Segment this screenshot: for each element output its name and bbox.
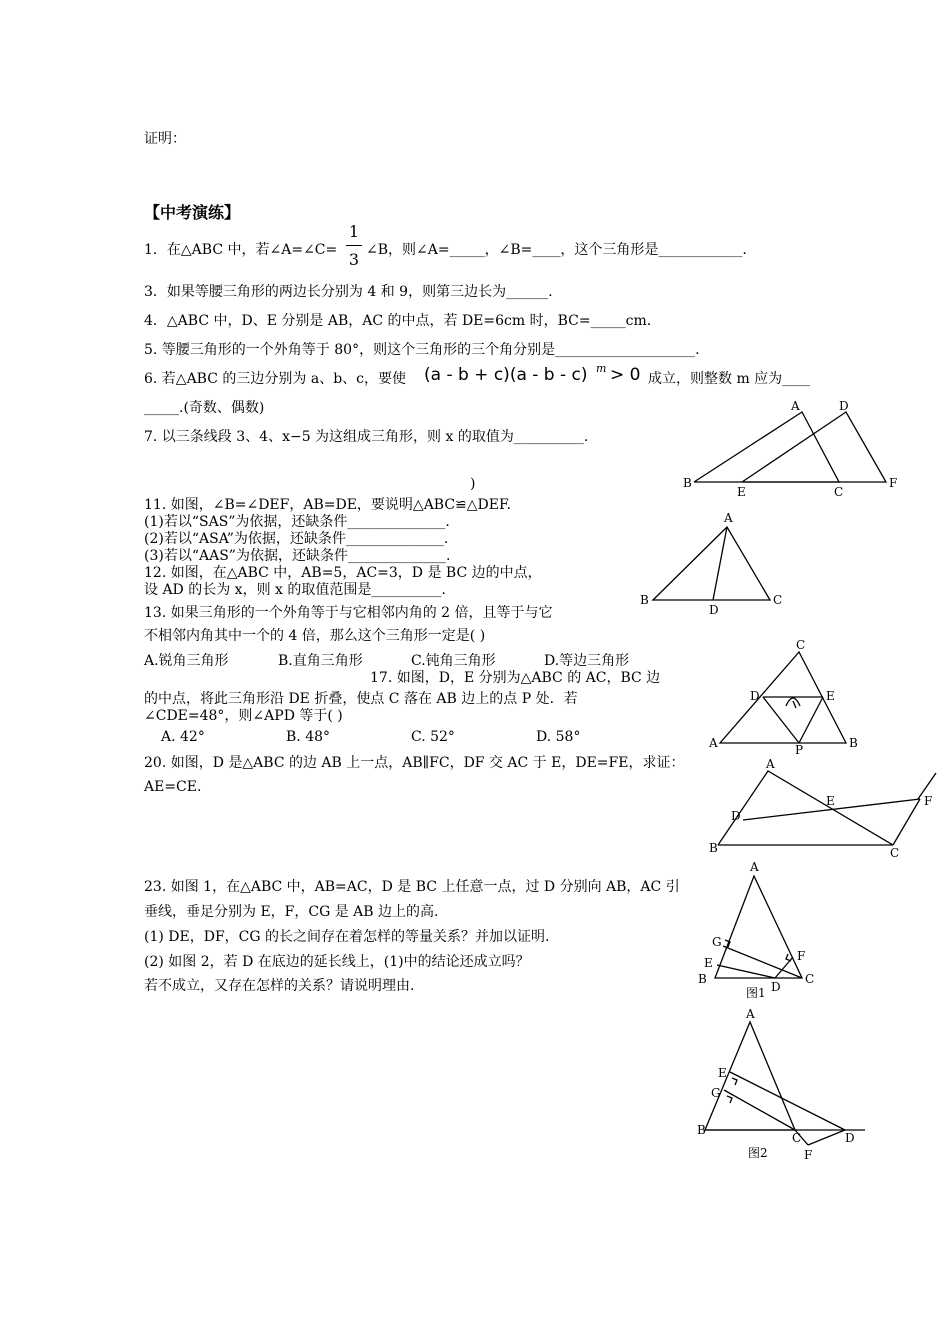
fig-q23-2-label-d: D: [845, 1131, 855, 1145]
q17-line3: ∠CDE=48°，则∠APD 等于( ): [144, 708, 343, 724]
q6-line2: _____.(奇数、偶数): [144, 400, 265, 416]
q13-option-b: B.直角三角形: [278, 653, 363, 669]
figure-q23-2: [705, 1022, 865, 1145]
figure-q12-triangle: [653, 527, 770, 600]
fig-q20-label-c: C: [890, 846, 900, 860]
q1-text-before: 1．在△ABC 中，若∠A=∠C=: [144, 242, 338, 258]
fig-q17-label-e: E: [826, 689, 835, 703]
q4-text: 4．△ABC 中，D、E 分别是 AB，AC 的中点，若 DE=6cm 时，BC=_____cm.: [144, 313, 652, 329]
fig-q11-label-a: A: [791, 399, 800, 413]
q17-line1: 17. 如图，D，E 分别为△ABC 的 AC，BC 边: [370, 670, 661, 686]
q6-condition: > 0: [610, 365, 641, 385]
q11-sub1: (1)若以“SAS”为依据，还缺条件______________.: [144, 514, 450, 530]
q17-option-b: B. 48°: [286, 729, 331, 745]
fig-q17-label-p: P: [795, 743, 804, 757]
fig-q20-label-f: F: [924, 794, 933, 808]
q11-sub2: (2)若以“ASA”为依据，还缺条件______________.: [144, 531, 449, 547]
q6-formula: (a - b + c)(a - b - c): [424, 365, 588, 385]
fig-q12-label-a: A: [724, 511, 733, 525]
q7-text: 7. 以三条线段 3、4、x−5 为这组成三角形，则 x 的取值为__________.: [144, 429, 589, 445]
fig-q20-label-a: A: [766, 757, 775, 771]
q13-line2: 不相邻内角其中一个的 4 倍，那么这个三角形一定是( ): [144, 628, 486, 644]
figure-q20: [718, 771, 936, 845]
fig-q23-2-label-b: B: [697, 1123, 706, 1137]
fig-q23-2-caption: 图2: [748, 1146, 768, 1160]
fig-q23-1-label-f: F: [797, 949, 806, 963]
fig-q20-label-b: B: [709, 841, 718, 855]
fig-q23-1-caption: 图1: [746, 986, 766, 1000]
figure-q11-triangles: [694, 412, 886, 482]
q13-option-a: A.锐角三角形: [144, 653, 229, 669]
fig-q20-label-e: E: [826, 794, 835, 808]
q23-line4: (2) 如图 2，若 D 在底边的延长线上，(1)中的结论还成立吗？: [144, 954, 530, 970]
q6-line1-after: 成立，则整数 m 应为____: [648, 371, 811, 387]
q20-line2: AE=CE.: [144, 779, 202, 795]
q3-text: 3．如果等腰三角形的两边长分别为 4 和 9，则第三边长为______.: [144, 284, 553, 300]
fig-q11-label-b: B: [683, 476, 692, 490]
q1-fraction-denominator: 3: [348, 250, 360, 269]
q13-option-c: C.钝角三角形: [411, 653, 496, 669]
q23-line1: 23. 如图 1，在△ABC 中，AB=AC，D 是 BC 上任意一点，过 D 分别向 AB，AC 引: [144, 879, 680, 895]
q23-line5: 若不成立，又存在怎样的关系？请说明理由.: [144, 978, 415, 994]
fig-q20-label-d: D: [731, 809, 741, 823]
q17-option-a: A. 42°: [161, 729, 205, 745]
fig-q23-1-label-g: G: [712, 935, 722, 949]
q6-exponent: m: [596, 362, 607, 375]
fig-q17-label-a: A: [709, 736, 718, 750]
fig-q23-2-label-c: C: [792, 1131, 802, 1145]
q11-sub3: (3)若以“AAS”为依据，还缺条件______________.: [144, 548, 451, 564]
fig-q23-2-label-e: E: [718, 1066, 727, 1080]
fig-q17-label-d: D: [750, 689, 760, 703]
fig-q11-label-d: D: [839, 399, 849, 413]
fig-q12-label-b: B: [640, 593, 649, 607]
q1-fraction-numerator: 1: [348, 222, 360, 241]
fig-q23-2-label-g: G: [711, 1086, 721, 1100]
q17-line2: 的中点，将此三角形沿 DE 折叠，使点 C 落在 AB 边上的点 P 处．若: [144, 691, 578, 707]
q11-line1: 11. 如图，∠B=∠DEF，AB=DE，要说明△ABC≌△DEF.: [144, 497, 511, 513]
q12-line2: 设 AD 的长为 x，则 x 的取值范围是__________.: [144, 582, 446, 598]
fig-q23-1-label-c: C: [805, 972, 815, 986]
fig-q11-label-f: F: [889, 476, 898, 490]
fig-q23-1-label-b: B: [698, 972, 707, 986]
section-title: 【中考演练】: [144, 203, 241, 222]
fig-q11-label-c: C: [834, 485, 844, 499]
fig-q11-label-e: E: [737, 485, 746, 499]
fig-q12-label-c: C: [773, 593, 783, 607]
q23-line3: (1) DE，DF，CG 的长之间存在着怎样的等量关系？并加以证明.: [144, 929, 550, 945]
fig-q23-1-label-a: A: [750, 860, 759, 874]
q1-text-after: ∠B，则∠A=_____，∠B=____，这个三角形是____________.: [366, 242, 747, 258]
q13-line1: 13. 如果三角形的一个外角等于与它相邻内角的 2 倍，且等于与它: [144, 605, 553, 621]
q20-line1: 20. 如图，D 是△ABC 的边 AB 上一点，AB∥FC，DF 交 AC 于 E，DE=FE，求证：: [144, 755, 685, 771]
fig-q12-label-d: D: [709, 603, 719, 617]
q13-option-d: D.等边三角形: [544, 653, 630, 669]
fig-q23-1-label-e: E: [704, 956, 713, 970]
q17-option-c: C. 52°: [411, 729, 455, 745]
fig-q23-1-label-d: D: [771, 980, 781, 994]
fig-q17-label-c: C: [796, 638, 806, 652]
q12-line1: 12. 如图，在△ABC 中，AB=5，AC=3，D 是 BC 边的中点，: [144, 565, 542, 581]
proof-label: 证明：: [144, 131, 186, 147]
q23-line2: 垂线，垂足分别为 E，F，CG 是 AB 边上的高.: [144, 904, 439, 920]
figure-q23-1: [715, 876, 802, 978]
q5-text: 5. 等腰三角形的一个外角等于 80°，则这个三角形的三个角分别是____________________.: [144, 342, 700, 358]
q17-option-d: D. 58°: [536, 729, 581, 745]
q6-line1-before: 6. 若△ABC 的三边分别为 a、b、c，要使: [144, 371, 406, 387]
stray-paren: ): [470, 476, 476, 492]
fig-q23-2-label-f: F: [804, 1148, 813, 1162]
fig-q17-label-b: B: [849, 736, 858, 750]
fig-q23-2-label-a: A: [746, 1007, 755, 1021]
